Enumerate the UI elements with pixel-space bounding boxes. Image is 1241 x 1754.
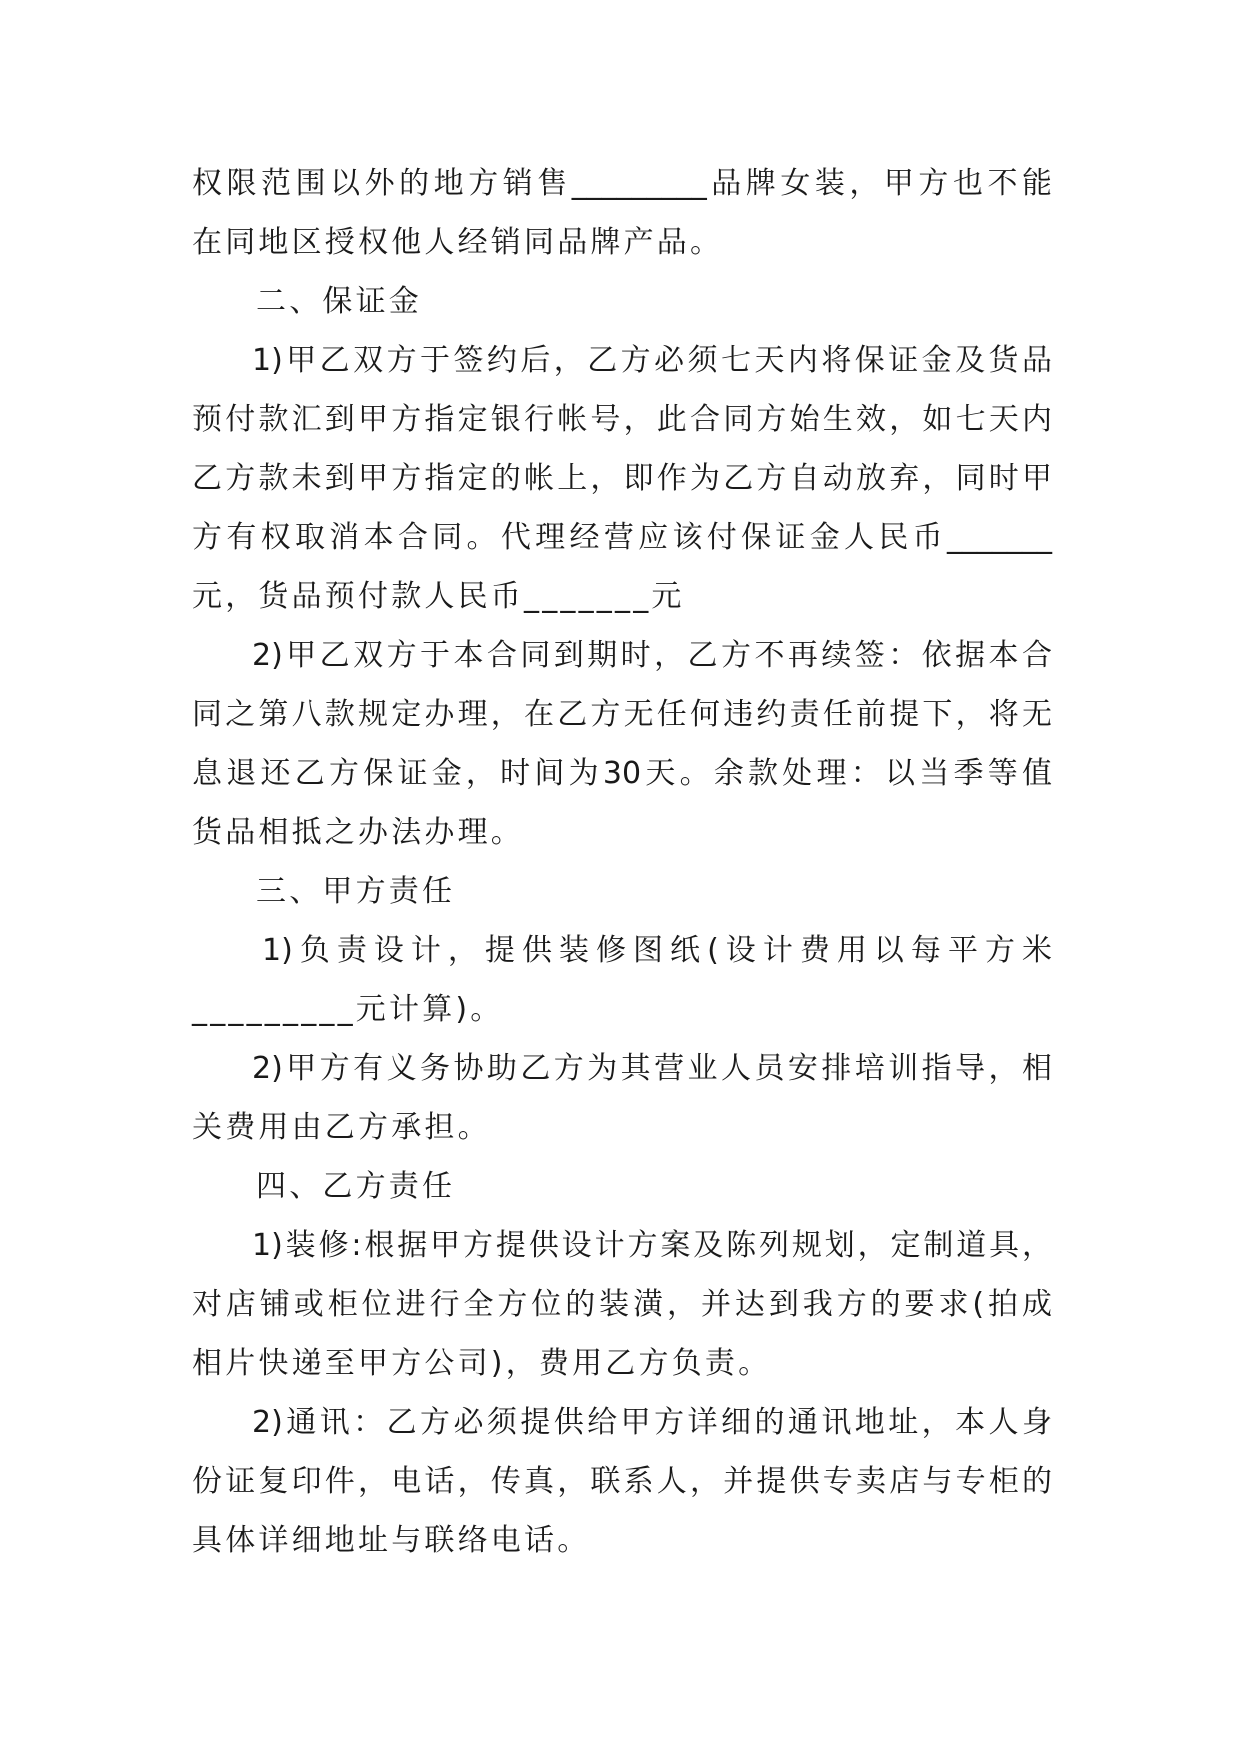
text-line: 份证复印件，电话，传真，联系人，并提供专卖店与专柜的 bbox=[192, 1464, 1052, 1499]
text-line: 在同地区授权他人经销同品牌产品。 bbox=[192, 225, 724, 260]
text-line: 相片快递至甲方公司)，费用乙方负责。 bbox=[192, 1346, 772, 1381]
section-heading: 二、保证金 bbox=[256, 284, 422, 319]
text-line: 乙方款未到甲方指定的帐上，即作为乙方自动放弃，同时甲 bbox=[192, 461, 1052, 496]
text-line: 关费用由乙方承担。 bbox=[192, 1110, 491, 1145]
text-line: 方有权取消本合同。代理经营应该付保证金人民币_______ bbox=[192, 520, 1052, 555]
text-line: 对店铺或柜位进行全方位的装潢，并达到我方的要求(拍成 bbox=[192, 1287, 1052, 1322]
text-line: 同之第八款规定办理，在乙方无任何违约责任前提下，将无 bbox=[192, 697, 1052, 732]
text-line: 预付款汇到甲方指定银行帐号，此合同方始生效，如七天内 bbox=[192, 402, 1052, 437]
section-heading: 四、乙方责任 bbox=[256, 1169, 456, 1204]
text-line: 1)装修:根据甲方提供设计方案及陈列规划，定制道具， bbox=[252, 1228, 1052, 1263]
text-line: 2)甲方有义务协助乙方为其营业人员安排培训指导，相 bbox=[252, 1051, 1052, 1086]
text-line: 具体详细地址与联络电话。 bbox=[192, 1523, 591, 1558]
text-line: _________元计算)。 bbox=[192, 992, 504, 1027]
text-line: 2)甲乙双方于本合同到期时，乙方不再续签：依据本合 bbox=[252, 638, 1052, 673]
text-line: 2)通讯：乙方必须提供给甲方详细的通讯地址，本人身 bbox=[252, 1405, 1052, 1440]
section-heading: 三、甲方责任 bbox=[256, 874, 456, 909]
text-line: 1)负责设计，提供装修图纸(设计费用以每平方米 bbox=[262, 933, 1052, 968]
text-line: 货品相抵之办法办理。 bbox=[192, 815, 524, 850]
text-line: 元，货品预付款人民币_______元 bbox=[192, 579, 685, 614]
text-line: 1)甲乙双方于签约后，乙方必须七天内将保证金及货品 bbox=[252, 343, 1052, 378]
text-line: 息退还乙方保证金，时间为30天。余款处理：以当季等值 bbox=[192, 756, 1052, 791]
text-line: 权限范围以外的地方销售_________品牌女装，甲方也不能 bbox=[192, 166, 1052, 201]
